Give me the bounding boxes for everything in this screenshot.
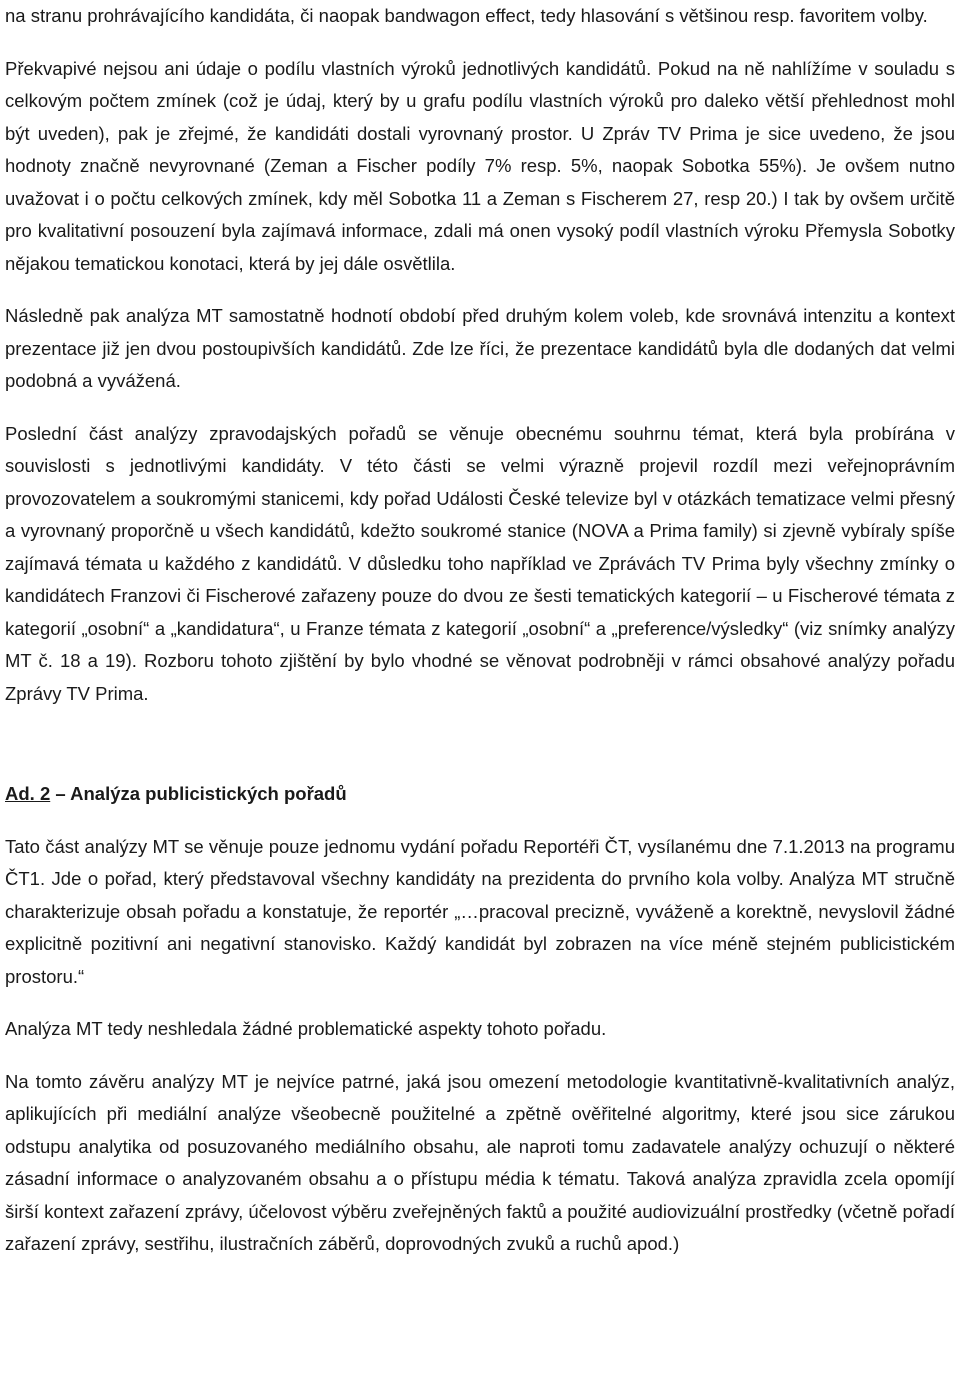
document-page: [5, 0, 955, 1261]
paragraph-2: Překvapivé nejsou ani údaje o podílu vlastních výroků jednotlivých kandidátů. Pokud na ně nahlížíme v souladu s celkovým počtem zmínek (což je údaj, který by u grafu podílu vlastních výroků pro daleko větší přehlednost mohl být uveden), pak je zřejmé, že kandidáti dostali vyrovnaný prostor. U Zpráv TV Prima je sice uvedeno, že jsou hodnoty značně nevyrovnané (Zeman a Fischer podíly 7% resp. 5%, naopak Sobotka 55%). Je ovšem nutno uvažovat i o počtu celkových zmínek, kdy měl Sobotka 11 a Zeman s Fischerem 27, resp 20.) I tak by ovšem určitě pro kvalitativní posouzení byla zajímavá informace, zdali má onen vysoký podíl vlastních výroku Přemysla Sobotky nějakou tematickou konotaci, která by jej dále osvětlila.: [5, 57, 955, 274]
paragraph-1: na stranu prohrávajícího kandidáta, či naopak bandwagon effect, tedy hlasování s většinou resp. favoritem volby.: [5, 5, 928, 26]
paragraph-5: Tato část analýzy MT se věnuje pouze jednomu vydání pořadu Reportéři ČT, vysílanému dne 7.1.2013 na programu ČT1. Jde o pořad, který představoval všechny kandidáty na prezidenta do prvního kola volby. Analýza MT stručně charakterizuje obsah pořadu a konstatuje, že reportér „…pracoval precizně, vyváženě a korektně, nevyslovil žádné explicitně pozitivní ani negativní stanovisko. Každý kandidát byl zobrazen na více méně stejném publicistickém prostoru.“: [5, 835, 955, 987]
section-heading-number: Ad. 2: [5, 783, 51, 804]
section-heading: [5, 778, 955, 811]
paragraph-7: Na tomto závěru analýzy MT je nejvíce patrné, jaká jsou omezení metodologie kvantitativně-kvalitativních analýz, aplikujících při mediální analýze všeobecně použitelné a zpětně ověřitelné algoritmy, které jsou sice zárukou odstupu analytika od posuzovaného mediálního obsahu, ale naproti tomu zadavatele analýzy ochuzují o některé zásadní informace o analyzovaném obsahu a o přístupu média k tématu. Taková analýza zpravidla zcela opomíjí širší kontext zařazení zprávy, účelovost výběru zveřejněných faktů a použité audiovizuální prostředky (včetně pořadí zařazení zprávy, sestřihu, ilustračních záběrů, doprovodných zvuků a ruchů apod.): [5, 1070, 955, 1254]
paragraph-3: Následně pak analýza MT samostatně hodnotí období před druhým kolem voleb, kde srovnává intenzitu a kontext prezentace již jen dvou postoupivších kandidátů. Zde lze říci, že prezentace kandidátů byla dle dodaných dat velmi podobná a vyvážená.: [5, 305, 955, 391]
paragraph-6: Analýza MT tedy neshledala žádné problematické aspekty tohoto pořadu.: [5, 1018, 607, 1039]
paragraph-4: Poslední část analýzy zpravodajských pořadů se věnuje obecnému souhrnu témat, která byla probírána v souvislosti s jednotlivými kandidáty. V této části se velmi výrazně projevil rozdíl mezi veřejnoprávním provozovatelem a soukromými stanicemi, kdy pořad Události České televize byl v otázkách tematizace velmi přesný a vyrovnaný proporčně u všech kandidátů, kdežto soukromé stanice (NOVA a Prima family) si zjevně vybíraly spíše zajímavá témata u každého z kandidátů. V důsledku toho například ve Zprávách TV Prima byly všechny zmínky o kandidátech Franzovi či Fischerové zařazeny pouze do dvou ze šesti tematických kategorií – u Fischerové témata z kategorií „osobní“ a „kandidatura“, u Franze témata z kategorií „osobní“ a „preference/výsledky“ (viz snímky analýzy MT č. 18 a 19). Rozboru tohoto zjištění by bylo vhodné se věnovat podrobněji v rámci obsahové analýzy pořadu Zprávy TV Prima.: [5, 422, 955, 704]
section-heading-title: – Analýza publicistických pořadů: [50, 783, 347, 804]
